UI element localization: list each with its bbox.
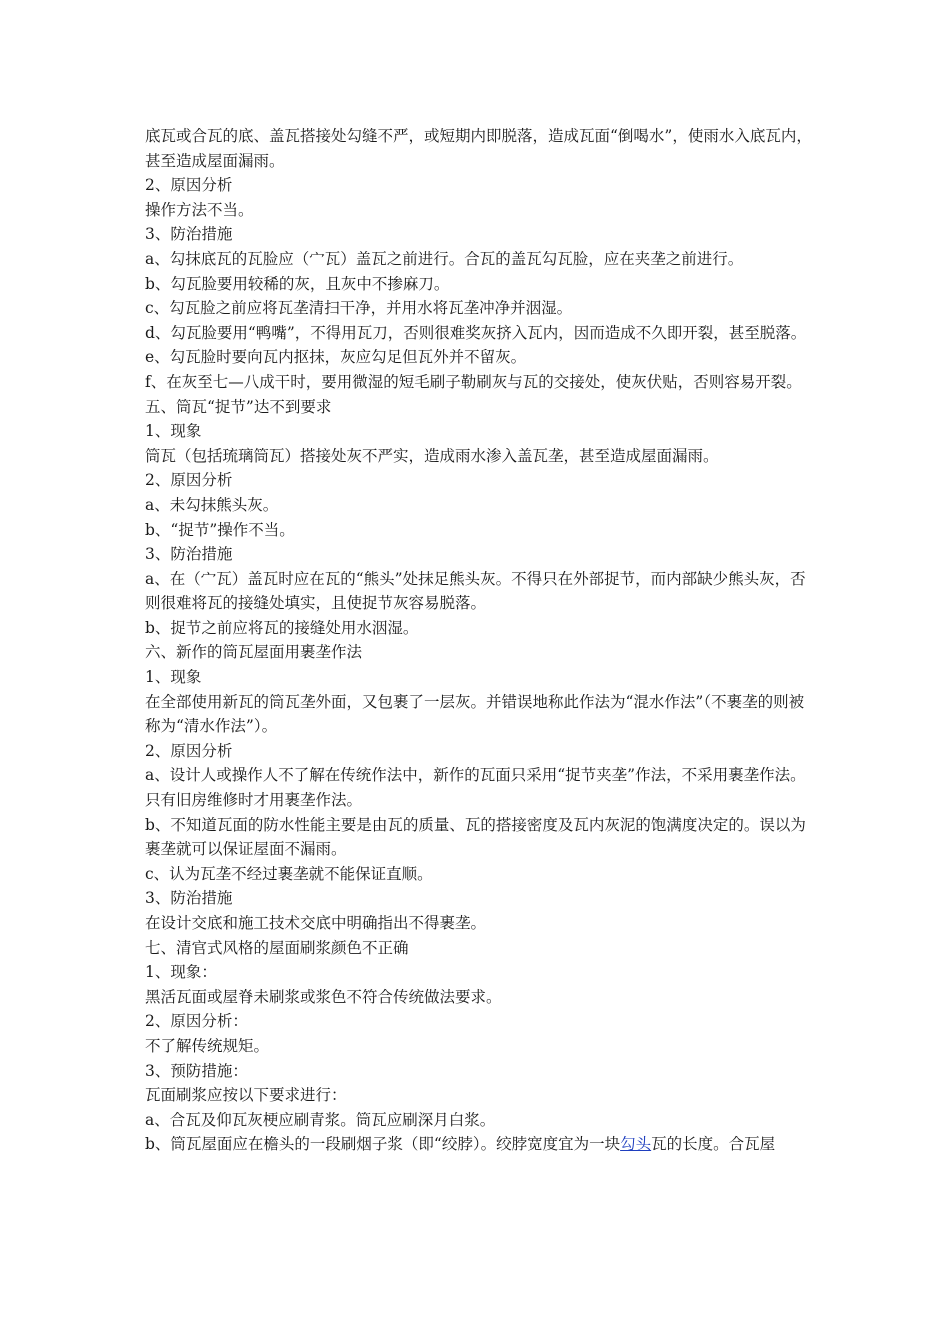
paragraph: 1、现象： [145, 963, 217, 982]
paragraph: 3、防治措施 [145, 889, 233, 908]
paragraph: e、勾瓦脸时要向瓦内抠抹，灰应勾足但瓦外并不留灰。 [145, 348, 527, 367]
paragraph: 2、原因分析： [145, 1012, 248, 1031]
paragraph: 3、防治措施 [145, 545, 233, 564]
paragraph: b、不知道瓦面的防水性能主要是由瓦的质量、瓦的搭接密度及瓦内灰泥的饱满度决定的。误以为裹垄就可以保证屋面不漏雨。 [145, 815, 806, 859]
paragraph: 1、现象 [145, 422, 202, 441]
paragraph: 筒瓦（包括琉璃筒瓦）搭接处灰不严实，造成雨水渗入盖瓦垄，甚至造成屋面漏雨。 [145, 446, 719, 465]
text-after-link: 瓦的长度。合瓦屋 [651, 1135, 776, 1154]
paragraph: a、勾抹底瓦的瓦脸应（宀瓦）盖瓦之前进行。合瓦的盖瓦勾瓦脸，应在夹垄之前进行。 [145, 249, 744, 268]
paragraph: 2、原因分析 [145, 741, 233, 760]
paragraph: 在设计交底和施工技术交底中明确指出不得裹垄。 [145, 914, 487, 932]
paragraph: a、在（宀瓦）盖瓦时应在瓦的“熊头”处抹足熊头灰。不得只在外部捉节，而内部缺少熊头灰，否则很难将瓦的接缝处填实，且使捉节灰容易脱落。 [145, 569, 806, 613]
paragraph: b、勾瓦脸要用较稀的灰，且灰中不掺麻刀。 [145, 274, 450, 293]
paragraph: c、认为瓦垄不经过裹垄就不能保证直顺。 [145, 864, 433, 883]
paragraph: 底瓦或合瓦的底、盖瓦搭接处勾缝不严，或短期内即脱落，造成瓦面“倒喝水”，使雨水入底瓦内，甚至造成屋面漏雨。 [145, 127, 812, 170]
paragraph: 3、防治措施 [145, 225, 233, 244]
document-body [145, 124, 815, 1157]
paragraph: a、合瓦及仰瓦灰梗应刷青浆。筒瓦应刷深月白浆。 [145, 1110, 496, 1129]
paragraph: 不了解传统规矩。 [145, 1036, 270, 1055]
paragraph: a、设计人或操作人不了解在传统作法中，新作的瓦面只采用“捉节夹垄”作法，不采用裹垄作法。只有旧房维修时才用裹垄作法。 [145, 766, 806, 810]
paragraph: 3、预防措施： [145, 1061, 248, 1080]
paragraph: a、未勾抹熊头灰。 [145, 495, 279, 514]
paragraph: c、勾瓦脸之前应将瓦垄清扫干净，并用水将瓦垄冲净并洇湿。 [145, 299, 573, 318]
paragraph-with-link [145, 1132, 815, 1157]
paragraph: b、捉节之前应将瓦的接缝处用水洇湿。 [145, 618, 419, 637]
text-before-link: b、筒瓦屋面应在檐头的一段刷烟子浆（即“绞脖）。绞脖宽度宜为一块 [145, 1135, 621, 1154]
paragraph: 2、原因分析 [145, 176, 233, 195]
gou-tou-link[interactable]: 勾头 [620, 1135, 652, 1154]
paragraph: d、勾瓦脸要用“鸭嘴”，不得用瓦刀，否则很难奖灰挤入瓦内，因而造成不久即开裂，甚至脱落。 [145, 323, 807, 342]
paragraph: 2、原因分析 [145, 471, 233, 490]
paragraph: b、“捉节”操作不当。 [145, 520, 295, 539]
paragraph: 黑活瓦面或屋脊未刷浆或浆色不符合传统做法要求。 [145, 987, 502, 1006]
paragraph: 1、现象 [145, 668, 202, 687]
paragraph: 七、清官式风格的屋面刷浆颜色不正确 [145, 938, 409, 957]
paragraph: 六、新作的筒瓦屋面用裹垄作法 [145, 643, 363, 662]
paragraph: 操作方法不当。 [145, 200, 254, 219]
paragraph: 五、筒瓦“捉节”达不到要求 [145, 397, 332, 416]
paragraph: f、在灰至七—八成干时，要用微湿的短毛刷子勒刷灰与瓦的交接处，使灰伏贴，否则容易开裂。 [145, 372, 802, 391]
paragraph: 瓦面刷浆应按以下要求进行： [145, 1086, 347, 1105]
paragraph: 在全部使用新瓦的筒瓦垄外面，又包裹了一层灰。并错误地称此作法为“混水作法”（不裹垄的则被称为“清水作法”）。 [145, 692, 805, 736]
